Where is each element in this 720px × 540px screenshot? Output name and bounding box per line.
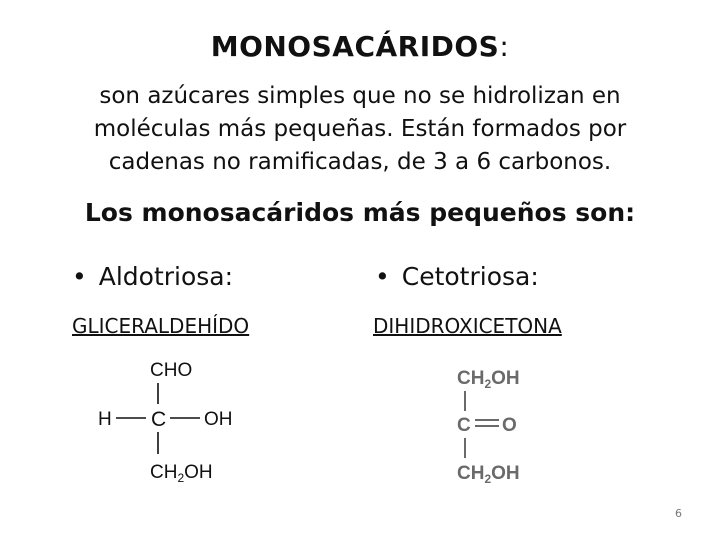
cetotriosa-heading [375,262,539,291]
formula-ch2oh-bottom: $CH_2OH$ [457,463,520,486]
formula-oh: OH [204,409,233,430]
dihidroxicetona-name: DIHIDROXICETONA [373,314,562,338]
page-number: 6 [675,507,682,520]
subheading: Los monosacáridos más pequeños son: [84,198,636,227]
slide-title [0,30,720,63]
title-colon: : [499,30,510,63]
description-line: cadenas no ramificadas, de 3 a 6 carbonos. [108,149,612,175]
aldotriosa-label: Aldotriosa: [98,262,234,291]
gliceraldehido-name: GLICERALDEHÍDO [72,314,250,338]
cetotriosa-label: Cetotriosa: [401,262,539,291]
formula-cho: CHO [150,360,193,381]
formula-h: H [98,409,112,430]
gliceraldehido-structure [90,352,250,484]
formula-ch2oh-top: $CH_2OH$ [457,368,520,391]
description-line: moléculas más pequeñas. Están formados por [93,116,627,142]
bullet: • [72,262,87,291]
description [40,80,680,179]
formula-c: C [151,408,167,431]
formula-ch2oh: $CH_2OH$ [150,462,213,484]
dihidroxicetona-structure [445,358,555,488]
aldotriosa-heading [72,262,233,291]
formula-o: O [502,415,517,436]
bullet: • [375,262,390,291]
formula-c-carbonyl: C [457,415,471,436]
description-line: son azúcares simples que no se hidrolizan en [99,83,621,109]
title-text: MONOSACÁRIDOS [210,30,500,63]
